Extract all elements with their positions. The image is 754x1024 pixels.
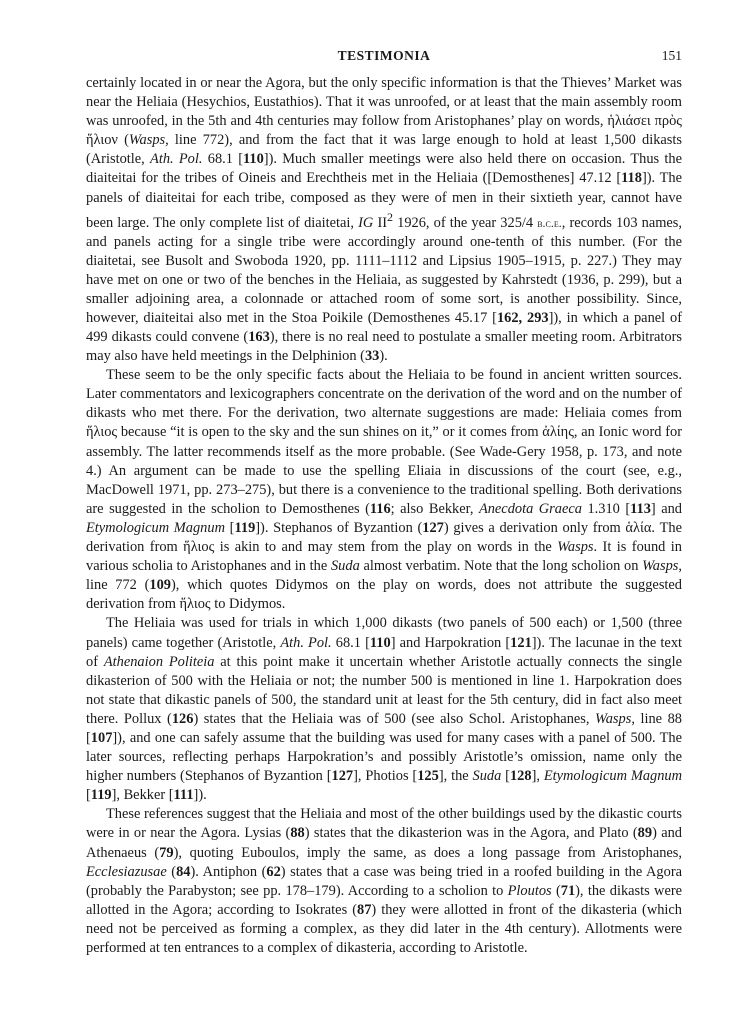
italic-text: Ecclesiazusae	[86, 863, 167, 880]
text-run: ] and	[650, 500, 682, 517]
text-run: ).	[379, 348, 388, 365]
text-run: 1.310 [	[581, 500, 631, 517]
italic-text: Athenaion Politeia	[103, 653, 215, 670]
text-run: 68.1 [	[331, 634, 370, 651]
text-run: ]), in which a panel of 499 dikasts could convene (	[86, 309, 682, 346]
text-run: ) and Athenaeus (	[86, 825, 682, 861]
paragraph	[86, 805, 682, 958]
body-text	[86, 74, 682, 958]
text-run: , records 103 names, and panels acting for a single tribe were accordingly around one-tenth of this number. (For the diaitetai, see Busolt and Swoboda 1920, pp. 1111–1112 and Lipsius 1905–1915, p. 227.) They may have met on one or two of the benches in the Heliaia, as suggested by Kahrstedt (1936, p. 299), but a smaller adjoining area, a colonnade or attached room of some sort, is another possibility. Since, however, diaiteitai also met in the Stoa Poikile (Demosthenes 45.17 [	[86, 214, 682, 326]
text-run: ], the	[438, 768, 473, 785]
testimonium-ref: 79	[159, 844, 174, 861]
italic-text: Wasps	[595, 710, 632, 727]
text-run: ), the dikasts were allotted in the Agora; according to Isokrates (	[86, 882, 683, 918]
text-run: ] and Harpokration [	[390, 634, 511, 651]
text-run: ). Antiphon (	[190, 863, 267, 880]
text-run: 68.1 [	[202, 151, 243, 168]
text-run: , line 88 [	[86, 710, 682, 746]
testimonium-ref: 87	[357, 901, 372, 918]
running-head-title: TESTIMONIA	[337, 48, 431, 63]
text-run: (	[166, 863, 177, 880]
text-run: ], Bekker [	[111, 787, 174, 804]
text-run: These references suggest that the Heliaia and most of the other buildings used by the dikastic courts were in or near the Agora. Lysias (	[86, 806, 682, 842]
testimonium-ref: 89	[637, 825, 653, 842]
italic-text: Etymologicum Magnum	[86, 519, 225, 536]
italic-text: Ath. Pol.	[280, 634, 332, 651]
era-abbrev: b.c.e.	[537, 215, 562, 230]
testimonium-ref: 110	[243, 151, 264, 168]
text-run: . It is found in various scholia to Aristophanes and in the	[86, 539, 682, 575]
italic-text: IG	[358, 214, 374, 231]
italic-text: Ath. Pol.	[150, 151, 203, 168]
text-run: ), quoting Euboulos, imply the same, as does a long passage from Aristophanes,	[173, 844, 682, 861]
text-run: ) states that the dikasterion was in the Agora, and Plato (	[304, 825, 638, 842]
text-run: ), there is no real need to postulate a smaller meeting room. Arbitrators may also have held meetings in the Delphinion (	[86, 329, 682, 365]
text-run: ]). The lacunae in the text of	[86, 634, 683, 670]
text-run: ) they were allotted in front of the dikasteria (which need not be perceived as forming a complex, as they did later in the 4th century). Allotments were performed at ten entrances to a complex of dikasteria, according to Aristotle.	[86, 901, 683, 957]
text-run: certainly located in or near the Agora, but the only specific information is that the Thieves’ Market was near the Heliaia (Hesychios, Eustathios). That it was unroofed, or at least that the main assembly room was unroofed, in the 5th and 4th centuries may follow from Aristophanes’ play on words, ἡλιάσει πρὸς ἥλιον (	[86, 75, 682, 149]
testimonium-ref: 119	[234, 519, 256, 536]
text-run: 1926, of the year 325/4	[393, 214, 538, 231]
text-run: These seem to be the only specific facts about the Heliaia to be found in ancient written sources. Later commentators and lexicographers concentrate on the derivation of the word and on the number of dikasts who met there. For the derivation, two alternate suggestions are made: Heliaia comes from ἥλιος because “it is open to the sky and the sun shines on it,” or it comes from ἀλίης, an Ionic word for assembly. The latter recommends itself as the more probable. (See Wade-Gery 1958, p. 173, and note 4.) An argument can be made to use the spelling Eliaia in discussions of the court (see, e.g., MacDowell 1971, pp. 273–275), but there is a convenience to the traditional spelling. Both derivations are suggested in the scholion to Demosthenes (	[86, 367, 682, 517]
testimonium-ref: 109	[149, 577, 171, 594]
text-run: [	[501, 768, 510, 785]
testimonium-ref: 62	[266, 863, 281, 880]
testimonium-ref: 113	[630, 500, 651, 517]
testimonium-ref: 110	[369, 634, 391, 651]
paragraph	[86, 366, 682, 614]
text-run: ), which quotes Didymos on the play on words, does not attribute the suggested derivation from ἥλιος to Didymos.	[86, 577, 682, 613]
text-run: ]). The panels of diaiteitai for each tribe, composed as they were of men in their sixtieth year, cannot have been large. The only complete list of diaitetai,	[86, 170, 682, 231]
testimonium-ref: 127	[422, 519, 444, 536]
testimonium-ref: 107	[90, 729, 113, 746]
text-run: ], Photios [	[353, 768, 418, 785]
italic-text: Wasps	[642, 558, 679, 575]
text-run: ]). Stephanos of Byzantion (	[255, 519, 423, 536]
testimonium-ref: 126	[171, 710, 194, 727]
testimonium-ref: 128	[509, 768, 532, 785]
text-run: ],	[531, 768, 544, 785]
testimonium-ref: 33	[364, 348, 380, 365]
text-run: at this point make it uncertain whether Aristotle actually connects the single dikasterion of 500 with the Heliaia or not; the number 500 is mentioned in line 1. Harpokration does not state that dikastic panels of 500, the standard unit at least for the 5th century, did in fact also meet there. Pollux (	[86, 653, 683, 727]
text-run: [	[224, 519, 235, 536]
testimonium-ref: 162, 293	[496, 309, 549, 326]
testimonium-ref: 84	[176, 863, 191, 880]
text-run: ) states that the Heliaia was of 500 (see also Schol. Aristophanes,	[193, 710, 596, 727]
italic-text: Wasps	[557, 539, 594, 556]
testimonium-ref: 163	[248, 329, 270, 346]
italic-text: Suda	[330, 558, 360, 575]
text-run: ]).	[193, 787, 207, 804]
running-header	[86, 48, 682, 70]
testimonium-ref: 116	[369, 500, 391, 517]
text-run: , line 772), and from the fact that it was large enough to hold at least 1,500 dikasts (Aristotle,	[86, 132, 683, 168]
paragraph	[86, 614, 682, 805]
text-run: ) gives a derivation only from ἁλία. The derivation from ἥλιος is akin to and may stem from the play on words in the	[86, 519, 683, 556]
paragraph	[86, 74, 682, 366]
testimonium-ref: 71	[560, 882, 576, 899]
text-run: ]). Much smaller meetings were also held there on occasion. Thus the diaiteitai for the tribes of Oineis and Erechtheis met in the Heliaia ([Demosthenes] 47.12 [	[86, 151, 682, 187]
italic-text: Ploutos	[507, 882, 552, 899]
page-number: 151	[661, 48, 682, 63]
testimonium-ref: 118	[621, 170, 642, 187]
testimonium-ref: 121	[510, 634, 532, 651]
superscript: 2	[387, 209, 394, 224]
italic-text: Wasps	[128, 132, 166, 149]
text-run: ]), and one can safely assume that the building was used for many cases with a panel of 500. The later sources, reflecting perhaps Harpokration’s and possibly Aristotle’s omission, name only the higher numbers (Stephanos of Byzantion [	[86, 729, 682, 785]
text-run: (	[551, 882, 561, 899]
text-run: almost verbatim. Note that the long scholion on	[359, 558, 643, 575]
text-run: , line 772 (	[86, 558, 683, 594]
text-run: [	[86, 787, 91, 804]
text-run: ) states that a case was being tried in a roofed building in the Agora (probably the Parabyston; see pp. 178–179). According to a scholion to	[86, 863, 683, 899]
text-run: II	[373, 214, 388, 231]
testimonium-ref: 111	[173, 787, 194, 804]
italic-text: Etymologicum Magnum	[543, 768, 682, 785]
testimonium-ref: 88	[290, 825, 305, 842]
testimonium-ref: 125	[417, 768, 439, 785]
text-run: ; also Bekker,	[390, 500, 479, 517]
testimonium-ref: 127	[331, 768, 354, 785]
italic-text: Anecdota Graeca	[478, 500, 582, 517]
italic-text: Suda	[472, 768, 502, 785]
text-run: The Heliaia was used for trials in which 1,000 dikasts (two panels of 500 each) or 1,500 (three panels) came together (Aristotle,	[86, 615, 682, 651]
testimonium-ref: 119	[90, 787, 112, 804]
